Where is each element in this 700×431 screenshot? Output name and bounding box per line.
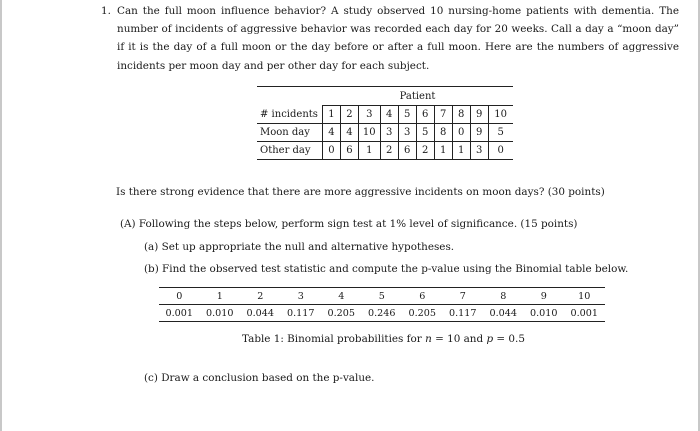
row-label-moon-day: Moon day: [257, 124, 322, 142]
binomial-prob-cell-4: 0.205: [327, 307, 355, 319]
binomial-k-row: [159, 288, 605, 305]
table-row-incidents: [257, 106, 513, 124]
part-a-instruction: (A) Following the steps below, perform sign test at 1% level of significance. (15 points): [120, 218, 578, 230]
other-day-cell-3: 1: [358, 142, 380, 160]
other-day-cell-6: 2: [416, 142, 434, 160]
moon-day-cell-2: 4: [340, 124, 358, 142]
binomial-k-cell-9: 9: [524, 288, 565, 305]
binomial-k-cell-5: 5: [362, 288, 403, 305]
other-day-cell-5: 6: [398, 142, 416, 160]
moon-day-cell-5: 3: [398, 124, 416, 142]
patient-number-cell-3: 3: [358, 106, 380, 124]
table-corner: [257, 87, 322, 106]
caption-n-symbol: n: [425, 333, 432, 345]
row-label-incidents: # incidents: [257, 106, 322, 124]
moon-day-cell-6: 5: [416, 124, 434, 142]
patient-group-header: Patient: [322, 87, 512, 106]
patient-number-cell-1: 1: [322, 106, 340, 124]
binomial-k-cell-2: 2: [240, 288, 281, 305]
binomial-prob-cell-6: 0.205: [408, 307, 436, 319]
patient-incident-table: [257, 86, 513, 160]
patient-number-cell-6: 6: [416, 106, 434, 124]
patient-number-cell-7: 7: [434, 106, 452, 124]
other-day-cell-8: 1: [452, 142, 470, 160]
part-a-subquestion-a: (a) Set up appropriate the null and alternative hypotheses.: [144, 241, 455, 253]
moon-day-cell-9: 9: [470, 124, 488, 142]
caption-prefix: Table 1: Binomial probabilities for: [242, 333, 426, 345]
patient-number-cell-10: 10: [488, 106, 513, 124]
patient-number-cell-2: 2: [340, 106, 358, 124]
other-day-cell-9: 3: [470, 142, 488, 160]
moon-day-cell-3: 10: [358, 124, 380, 142]
binomial-prob-cell-9: 0.010: [530, 307, 558, 319]
part-a-subquestion-c: (c) Draw a conclusion based on the p-value.: [144, 372, 375, 384]
moon-day-cell-8: 0: [452, 124, 470, 142]
binomial-prob-cell-1: 0.010: [206, 307, 234, 319]
binomial-k-cell-10: 10: [564, 288, 605, 305]
binomial-k-cell-8: 8: [483, 288, 524, 305]
other-day-cell-7: 1: [434, 142, 452, 160]
binomial-k-cell-7: 7: [443, 288, 484, 305]
table-row-other-day: [257, 142, 513, 160]
binomial-table: [159, 287, 605, 322]
moon-day-cell-7: 8: [434, 124, 452, 142]
binomial-prob-cell-10: 0.001: [570, 307, 598, 319]
moon-day-cell-4: 3: [380, 124, 398, 142]
row-label-other-day: Other day: [257, 142, 322, 160]
binomial-prob-row: [159, 305, 605, 322]
other-day-cell-2: 6: [340, 142, 358, 160]
other-day-cell-1: 0: [322, 142, 340, 160]
caption-p-symbol: p: [486, 333, 494, 345]
binomial-k-cell-6: 6: [402, 288, 443, 305]
other-day-cell-4: 2: [380, 142, 398, 160]
caption-p-value: = 0.5: [493, 333, 525, 345]
patient-number-cell-8: 8: [452, 106, 470, 124]
binomial-prob-cell-8: 0.044: [489, 307, 517, 319]
binomial-prob-cell-7: 0.117: [449, 307, 477, 319]
patient-number-cell-5: 5: [398, 106, 416, 124]
binomial-prob-cell-0: 0.001: [165, 307, 193, 319]
caption-n-value: = 10 and: [431, 333, 487, 345]
moon-day-cell-1: 4: [322, 124, 340, 142]
binomial-k-cell-0: 0: [159, 288, 200, 305]
binomial-prob-cell-5: 0.246: [368, 307, 396, 319]
binomial-prob-cell-3: 0.117: [287, 307, 315, 319]
binomial-k-cell-1: 1: [200, 288, 241, 305]
patient-number-cell-9: 9: [470, 106, 488, 124]
problem-text: Can the full moon influence behavior? A study observed 10 nursing-home patients with dementia. The number of incidents of aggressive behavior was recorded each day for 20 weeks. Call a day a “moon day” if it is the day of a full moon or the day before or after a full moon. Here are the numbers of aggressive incidents per moon day and per other day for each subject.: [117, 5, 679, 72]
question-text: Is there strong evidence that there are more aggressive incidents on moon days? (30 points): [116, 186, 605, 198]
part-a-subquestion-b: (b) Find the observed test statistic and compute the p-value using the Binomial table below.: [144, 263, 629, 275]
table-caption: [242, 333, 525, 345]
table-row-moon-day: [257, 124, 513, 142]
moon-day-cell-10: 5: [488, 124, 513, 142]
binomial-prob-cell-2: 0.044: [246, 307, 274, 319]
binomial-k-cell-3: 3: [281, 288, 322, 305]
other-day-cell-10: 0: [488, 142, 513, 160]
binomial-k-cell-4: 4: [321, 288, 362, 305]
patient-number-cell-4: 4: [380, 106, 398, 124]
problem-number: 1.: [101, 5, 111, 17]
